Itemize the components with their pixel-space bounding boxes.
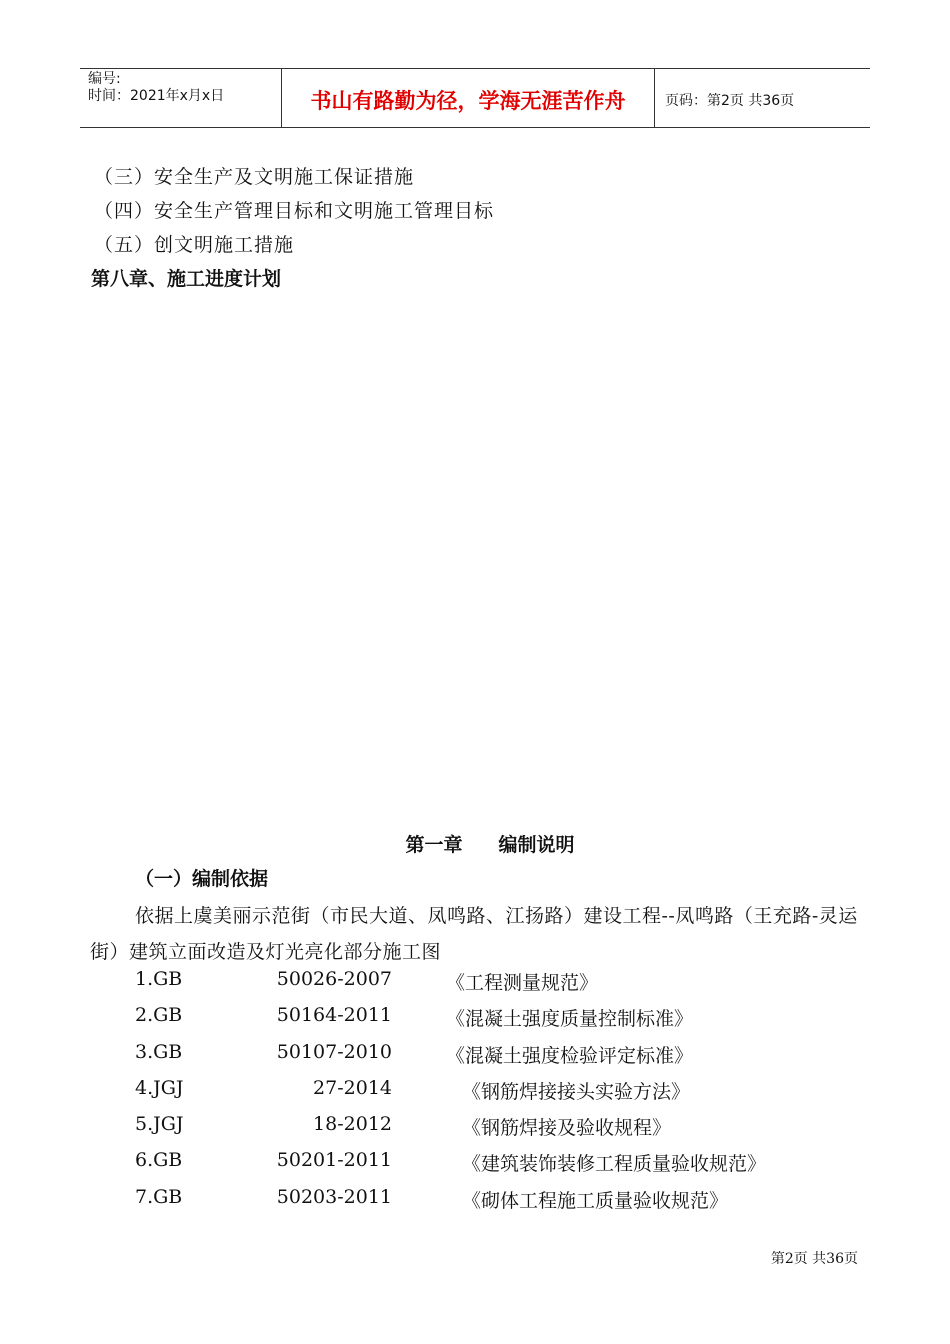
standard-number: 50026-2007 bbox=[276, 968, 392, 990]
toc-chapter-8: 第八章、施工进度计划 bbox=[91, 268, 282, 290]
standard-name: 《钢筋焊接接头实验方法》 bbox=[462, 1080, 691, 1103]
standard-name: 《钢筋焊接及验收规程》 bbox=[462, 1117, 672, 1140]
standard-number: 50164-2011 bbox=[276, 1004, 392, 1027]
standard-number: 27-2014 bbox=[313, 1076, 392, 1099]
chapter-name: 编制说明 bbox=[498, 834, 575, 856]
standard-number: 50201-2011 bbox=[276, 1149, 392, 1172]
chapter-label: 第一章 bbox=[405, 834, 463, 856]
list-item bbox=[0, 962, 950, 998]
toc-item: （五）创文明施工措施 bbox=[94, 234, 295, 256]
standard-index: 2.GB bbox=[135, 1004, 183, 1027]
list-item bbox=[0, 998, 950, 1034]
standard-name: 《建筑装饰装修工程质量验收规范》 bbox=[462, 1153, 767, 1176]
chapter-title bbox=[0, 830, 950, 857]
list-item bbox=[0, 1143, 950, 1179]
standard-number: 50203-2011 bbox=[276, 1185, 392, 1208]
standard-name: 《混凝土强度检验评定标准》 bbox=[446, 1044, 694, 1067]
serial-label: 编号: bbox=[88, 71, 121, 87]
standard-name: 《砌体工程施工质量验收规范》 bbox=[462, 1189, 729, 1212]
standard-index: 6.GB bbox=[135, 1149, 183, 1172]
list-item bbox=[0, 1071, 950, 1107]
standard-number: 50107-2010 bbox=[276, 1040, 392, 1063]
section-title: （一）编制依据 bbox=[135, 868, 269, 890]
list-item bbox=[0, 1107, 950, 1143]
header-motto: 书山有路勤为径，学海无涯苦作舟 bbox=[282, 69, 655, 127]
header-meta bbox=[80, 69, 282, 127]
toc-item: （四）安全生产管理目标和文明施工管理目标 bbox=[94, 200, 495, 222]
standard-name: 《工程测量规范》 bbox=[446, 972, 599, 994]
standard-index: 3.GB bbox=[135, 1040, 183, 1063]
section-paragraph: 依据上虞美丽示范街（市民大道、凤鸣路、江扬路）建设工程--凤鸣路（王充路-灵运街）建筑立面改造及灯光亮化部分施工图 bbox=[90, 905, 858, 963]
standard-name: 《混凝土强度质量控制标准》 bbox=[446, 1008, 694, 1031]
list-item bbox=[0, 1180, 950, 1216]
header-page-info: 页码：第2页 共36页 bbox=[665, 93, 795, 109]
time-label: 时间：2021年x月x日 bbox=[88, 88, 225, 104]
standard-index: 4.JGJ bbox=[135, 1076, 184, 1099]
standard-index: 7.GB bbox=[135, 1185, 183, 1208]
standard-index: 1.GB bbox=[135, 968, 183, 990]
standard-index: 5.JGJ bbox=[135, 1113, 184, 1136]
standards-list bbox=[0, 962, 950, 1216]
standard-number: 18-2012 bbox=[313, 1113, 392, 1136]
page-footer: 第2页 共36页 bbox=[770, 1251, 858, 1267]
toc-item: （三）安全生产及文明施工保证措施 bbox=[94, 166, 415, 188]
list-item bbox=[0, 1035, 950, 1071]
page-header bbox=[80, 68, 870, 128]
table-of-contents bbox=[91, 160, 495, 296]
